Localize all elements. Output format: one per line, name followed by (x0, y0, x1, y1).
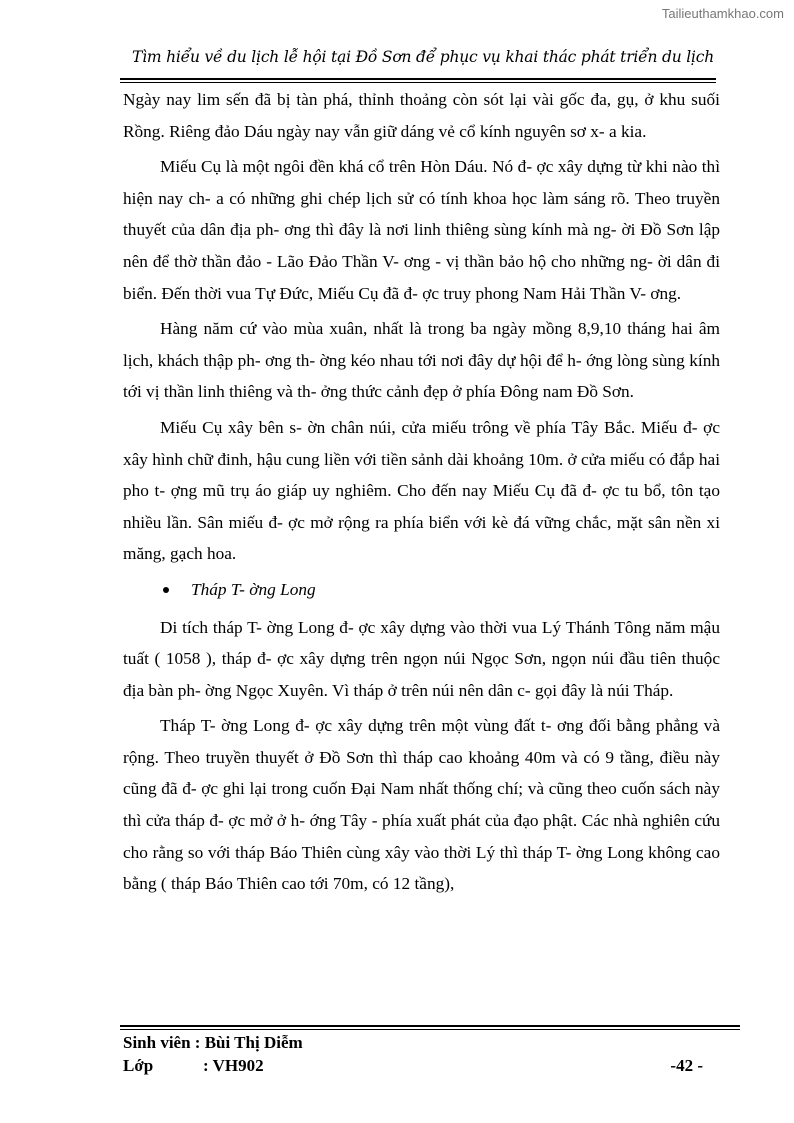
bullet-icon (163, 587, 169, 593)
paragraph: Di tích tháp T- ờng Long đ- ợc xây dựng vào thời vua Lý Thánh Tông năm mậu tuất ( 1058 ), tháp đ- ợc xây dựng trên ngọn núi Ngọc Sơn, ngọn núi đầu tiên thuộc địa bàn ph- ờng Ngọc Xuyên. Vì tháp ở trên núi nên dân c- gọi đây là núi Tháp. (123, 617, 720, 700)
paragraph: Miếu Cụ xây bên s- ờn chân núi, cửa miếu trông về phía Tây Bắc. Miếu đ- ợc xây hình chữ đinh, hậu cung liền với tiền sảnh dài khoảng 10m. ở cửa miếu có đắp hai pho t- ợng mũ trụ áo giáp uy nghiêm. Cho đến nay Miếu Cụ đã đ- ợc tu bổ, tôn tạo nhiều lần. Sân miếu đ- ợc mở rộng ra phía biển với kè đá vững chắc, mặt sân nền xi măng, gạch hoa. (123, 417, 720, 564)
bullet-text: Tháp T- ờng Long (191, 579, 316, 599)
paragraph: Tháp T- ờng Long đ- ợc xây dựng trên một vùng đất t- ơng đối bằng phẳng và rộng. Theo truyền thuyết ở Đồ Sơn thì tháp cao khoảng 40m và có 9 tầng, điều này cũng đã đ- ợc ghi lại trong cuốn Đại Nam nhất thống chí; và cũng theo cuốn sách này thì cửa tháp đ- ợc mở ở h- ớng Tây - phía xuất phát của đạo phật. Các nhà nghiên cứu cho rằng so với tháp Báo Thiên cùng xây vào thời Lý thì tháp T- ờng Long không cao bằng ( tháp Báo Thiên cao tới 70m, có 12 tầng), (123, 716, 720, 894)
footer-class-row (123, 1056, 703, 1076)
page-body (123, 84, 720, 904)
footer-divider (120, 1025, 740, 1030)
page-number: -42 - (670, 1056, 703, 1075)
footer-student: Sinh viên : Bùi Thị Diễm (123, 1033, 303, 1052)
running-header: Tìm hiểu về du lịch lễ hội tại Đồ Sơn để phục vụ khai thác phát triển du lịch (131, 48, 715, 66)
footer-class-value: : VH902 (203, 1056, 264, 1075)
footer-class-label: Lớp (123, 1056, 154, 1075)
paragraph: Hàng năm cứ vào mùa xuân, nhất là trong ba ngày mồng 8,9,10 tháng hai âm lịch, khách thập ph- ơng th- ờng kéo nhau tới nơi đây dự hội để h- ớng lòng sùng kính tới vị thần linh thiêng và th- ởng thức cảnh đẹp ở phía Đông nam Đồ Sơn. (123, 319, 720, 402)
watermark: Tailieuthamkhao.com (661, 6, 784, 21)
header-divider (120, 78, 716, 83)
bullet-item (123, 574, 720, 606)
paragraph: Ngày nay lim sến đã bị tàn phá, thỉnh thoảng còn sót lại vài gốc đa, gụ, ở khu suối Rồng. Riêng đảo Dáu ngày nay vẫn giữ dáng vẻ cổ kính nguyên sơ x- a kia. (123, 90, 720, 141)
paragraph: Miếu Cụ là một ngôi đền khá cổ trên Hòn Dáu. Nó đ- ợc xây dựng từ khi nào thì hiện nay ch- a có những ghi chép lịch sử có tính khoa học làm sáng rõ. Theo truyền thuyết của dân địa ph- ơng thì đây là nơi linh thiêng sùng kính mà ng- ời Đồ Sơn lập nên để thờ thần đảo - Lão Đảo Thần V- ơng - vị thần bảo hộ cho những ng- ời dân đi biển. Đến thời vua Tự Đức, Miếu Cụ đã đ- ợc truy phong Nam Hải Thần V- ơng. (123, 157, 720, 303)
